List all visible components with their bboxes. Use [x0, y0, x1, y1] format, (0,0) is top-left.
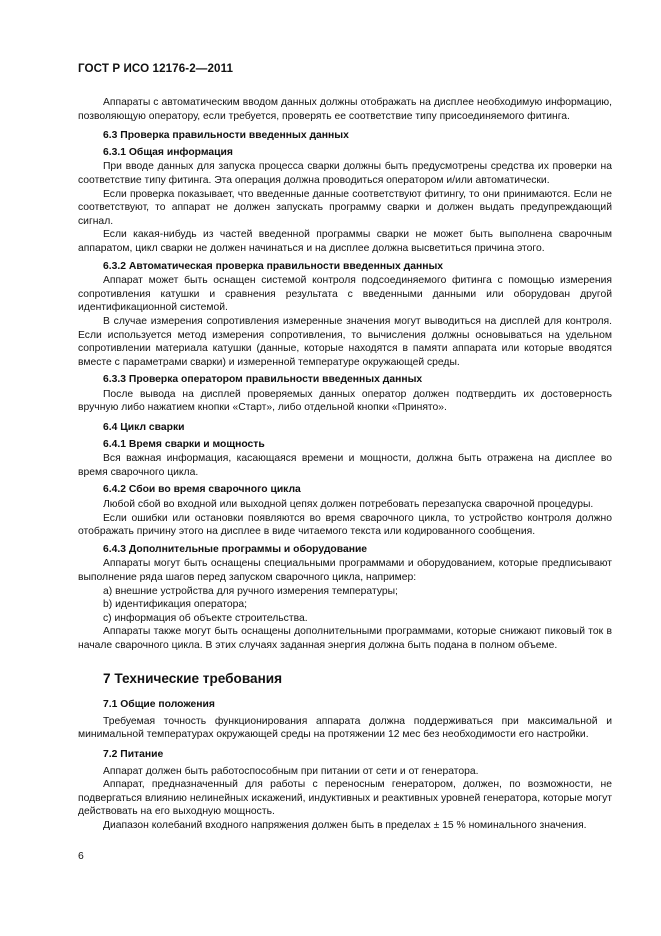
paragraph: При вводе данных для запуска процесса сварки должны быть предусмотрены средства их проверки на соответствие типу фитинга. Эта операция должна проводиться оператором и/или автоматически.: [78, 161, 612, 186]
paragraph: Если проверка показывает, что введенные данные соответствуют фитингу, то они принимаются. Если не соответствуют, то аппарат не должен запускать программу сварки и должен выдать предупреждающий сигнал.: [78, 188, 612, 227]
paragraph: Диапазон колебаний входного напряжения должен быть в пределах ± 15 % номинального значения.: [103, 819, 587, 831]
page-number: 6: [78, 851, 84, 862]
subsection-heading: 6.3 Проверка правильности введенных данных: [103, 130, 349, 142]
paragraph: Требуемая точность функционирования аппарата должна поддерживаться при максимальной и минимальной температурах окружающей среды на протяжении 12 мес без необходимости его настройки.: [78, 715, 612, 741]
paragraph: Если какая-нибудь из частей введенной программы сварки не может быть выполнена сварочным аппаратом, цикл сварки не должен начинаться и на дисплее должна высветиться причина этого.: [78, 229, 612, 254]
document-header: ГОСТ Р ИСО 12176-2—2011: [78, 62, 234, 75]
document-body: [78, 96, 612, 833]
clause-heading: 6.3.2 Автоматическая проверка правильности введенных данных: [103, 260, 444, 272]
paragraph: После вывода на дисплей проверяемых данных оператор должен подтвердить их достоверность вручную либо нажатием кнопки «Старт», либо отдельной кнопки «Принято».: [78, 388, 612, 414]
paragraph: Аппараты также могут быть оснащены дополнительными программами, которые снижают пиковый ток в начале сварочного цикла. В этих случаях заданная энергия должна быть подана в полном объеме.: [78, 626, 612, 651]
paragraph: Аппараты с автоматическим вводом данных должны отображать на дисплее необходимую информацию, позволяющую оператору, если требуется, проверять ее соответствие типу присоединяемого фитинга.: [78, 97, 612, 122]
clause-heading: 6.4.2 Сбои во время сварочного цикла: [103, 484, 301, 496]
clause-heading: 6.3.3 Проверка оператором правильности введенных данных: [103, 374, 423, 386]
paragraph: Если ошибки или остановки появляются во время сварочного цикла, то устройство контроля должно отображать причину этого на дисплее в виде читаемого текста или кодированного сообщения.: [78, 512, 612, 538]
clause-heading: 6.4.3 Дополнительные программы и оборудование: [103, 543, 368, 555]
subsection-heading: 6.4 Цикл сварки: [103, 422, 185, 434]
paragraph: Аппарат должен быть работоспособным при питании от сети и от генератора.: [103, 765, 479, 777]
paragraph: Аппарат, предназначенный для работы с переносным генератором, должен, по возможности, не подвергаться влиянию нелинейных искажений, индуктивных и реактивных уровней генератора, которые могут действовать на его выходную мощность.: [78, 779, 612, 818]
list-item: c) информация об объекте строительства.: [103, 612, 308, 624]
subsection-heading: 7.1 Общие положения: [103, 699, 215, 711]
clause-heading: 6.3.1 Общая информация: [103, 146, 233, 158]
list-item: a) внешние устройства для ручного измерения температуры;: [103, 585, 398, 597]
paragraph: Любой сбой во входной или выходной цепях должен потребовать перезапуска сварочной процедуры.: [103, 499, 594, 511]
paragraph: Аппараты могут быть оснащены специальными программами и оборудованием, которые предписывают выполнение ряда шагов перед запуском сварочного цикла, например:: [78, 558, 612, 583]
subsection-heading: 7.2 Питание: [103, 748, 164, 760]
section-heading: 7 Технические требования: [103, 670, 283, 686]
list-item: b) идентификация оператора;: [103, 599, 247, 611]
paragraph: Вся важная информация, касающаяся времени и мощности, должна быть отражена на дисплее во время сварочного цикла.: [78, 453, 612, 478]
clause-heading: 6.4.1 Время сварки и мощность: [103, 438, 265, 450]
paragraph: В случае измерения сопротивления измеренные значения могут выводиться на дисплей для контроля. Если используется метод измерения сопротивления, то вычисления должны основываться на удельном сопротивлении материала катушки (данные, которые находятся в памяти аппарата или которые вводятся вместе с параметрами сварки) и измеренной температуре окружающей среды.: [78, 315, 612, 368]
paragraph: Аппарат может быть оснащен системой контроля подсоединяемого фитинга с помощью измерения сопротивления катушки и сравнения результата с введенными данными или оборудован другой идентификационной системой.: [78, 275, 612, 314]
